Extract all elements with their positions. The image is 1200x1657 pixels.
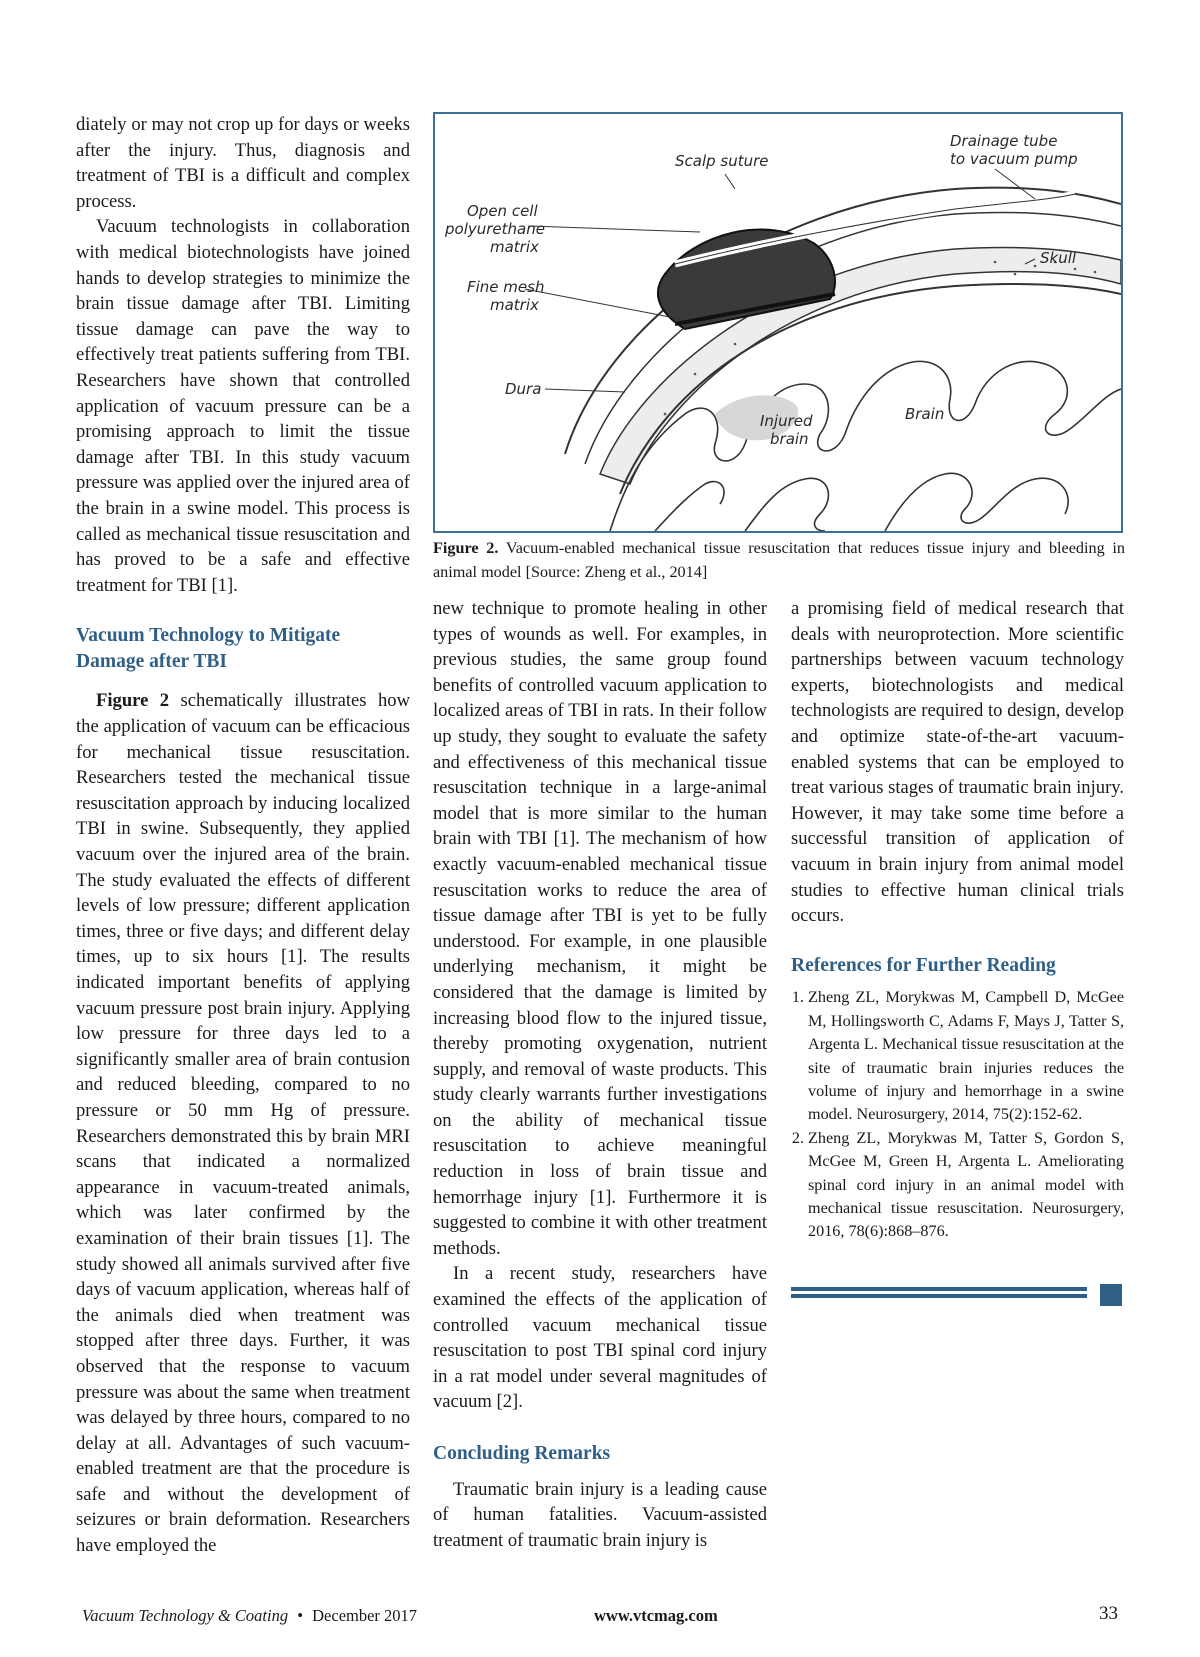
references-list [791, 986, 1124, 1243]
label-skull: Skull [1040, 249, 1077, 267]
footer-journal [82, 1606, 417, 1626]
reference-item: 2. Zheng ZL, Morykwas M, Tatter S, Gordon S, McGee M, Green H, Argenta L. Ameliorating spinal cord injury in an animal model with mechanical tissue resuscitation. Neurosurgery, 2016, 78(6):868–876. [808, 1127, 1124, 1244]
section-heading-concluding-remarks: Concluding Remarks [433, 1443, 611, 1464]
label-injured: Injured [760, 412, 813, 430]
section-heading-vacuum-technology: Vacuum Technology to Mitigate Damage after TBI [76, 625, 341, 672]
label-matrix: matrix [490, 238, 539, 256]
label-fine-mesh: Fine mesh [467, 278, 545, 296]
label-injured-brain: brain [770, 430, 809, 448]
figure-caption-label: Figure 2. [433, 539, 499, 557]
footer-bullet: • [297, 1606, 303, 1625]
end-of-article-rule [791, 1287, 1087, 1299]
end-of-article-mark [1100, 1284, 1122, 1306]
figure-discussion-text: schematically illustrates how the application of vacuum can be efficacious for mechanical tissue resuscitation. Researchers tested the mechanical tissue resuscitation approach by inducing localized TBI in swine. Subsequently, they applied vacuum over the injured area of the brain. The study evaluated the effects of different levels of low pressure; different application times, three or five days; and different delay times, up to six hours [1]. The results indicated important benefits of applying vacuum pressure post brain injury. Applying low pressure for three days led to a significantly smaller area of brain contusion and reduced bleeding, compared to no pressure or 50 mm Hg of pressure. Researchers demonstrated this by brain MRI scans that indicated a normalized appearance in vacuum-treated animals, which was later confirmed by the examination of their brain tissues [1]. The study showed all animals survived after five days of vacuum application, whereas half of the animals died when treatment was stopped after three days. Further, it was observed that the response to vacuum pressure was about the same when treatment was delayed by three hours, compared to no delay at all. Advantages of such vacuum-enabled treatment are that the procedure is safe and without the development of seizures or brain deformation. Researchers have employed the [76, 690, 411, 1557]
neuroprotection-paragraph: a promising field of medical research that deals with neuroprotection. More scientific partnerships between vacuum technology experts, biotechnologists and medical technologists are required to design, develop and optimize state-of-the-art vacuum-enabled systems that can be employed to treat various stages of traumatic brain injury. However, it may take some time before a successful transition of application of vacuum in brain injury from animal model studies to effective human clinical trials occurs. [791, 598, 1124, 927]
figure-2 [433, 112, 1123, 533]
reference-item: 1. Zheng ZL, Morykwas M, Campbell D, McGee M, Hollingsworth C, Adams F, Mays J, Tatter S, Argenta L. Mechanical tissue resuscitation at the site of traumatic brain injuries reduces the volume of injury and hemorrhage in a swine model. Neurosurgery, 2014, 75(2):152-62. [808, 986, 1124, 1126]
label-open-cell: Open cell [467, 202, 538, 220]
figure-caption [433, 536, 1125, 584]
figure-caption-text: Vacuum-enabled mechanical tissue resuscitation that reduces tissue injury and bleeding in animal model [Source: Zheng et al., 2014] [433, 539, 1126, 581]
references-heading: References for Further Reading [791, 954, 1056, 976]
page-number: 33 [1099, 1603, 1118, 1624]
label-polyurethane: polyurethane [445, 220, 545, 238]
brain-vacuum-diagram [435, 114, 1121, 531]
footer-journal-name: Vacuum Technology & Coating [82, 1606, 289, 1625]
vacuum-paragraph: Vacuum technologists in collaboration with medical biotechnologists have joined hands to develop strategies to minimize the brain tissue damage after TBI. Limiting tissue damage can pave the way to effectively treat patients suffering from TBI. Researchers have shown that controlled application of vacuum pressure can be a promising approach to limit the tissue damage after TBI. In this study vacuum pressure was applied over the injured area of the brain in a swine model. This process is called as mechanical tissue resuscitation and has proved to be a safe and effective treatment for TBI [1]. [76, 216, 410, 596]
column-2 [433, 596, 767, 1553]
technique-paragraph: new technique to promote healing in other types of wounds as well. For examples, in previous studies, the same group found benefits of controlled vacuum application to localized areas of TBI in rats. In their follow up study, they sought to evaluate the safety and effectiveness of this mechanical tissue resuscitation technique in a large-animal model that is more similar to the human brain with TBI [1]. The mechanism of how exactly vacuum-enabled mechanical tissue resuscitation works to reduce the area of tissue damage after TBI is yet to be fully understood. For example, in one plausible underlying mechanism, it might be considered that the damage is limited by increasing blood flow to the injured tissue, thereby promoting oxygenation, nutrient supply, and removal of waste products. This study clearly warrants further investigations on the ability of mechanical tissue resuscitation to achieve meaningful reduction in loss of brain tissue and hemorrhage injury [1]. Furthermore it is suggested to combine it with other treatment methods. [433, 598, 767, 1259]
figure-discussion-paragraph [76, 688, 410, 1558]
label-drainage-tube: Drainage tube [950, 132, 1058, 150]
label-scalp-suture: Scalp suture [675, 152, 769, 170]
intro-paragraph: diately or may not crop up for days or weeks after the injury. Thus, diagnosis and treatment of TBI is a difficult and complex process. [76, 114, 410, 212]
label-dura: Dura [505, 380, 542, 398]
figure-reference: Figure 2 [96, 690, 170, 712]
label-drainage-tube-line-2: to vacuum pump [950, 150, 1078, 168]
footer-website[interactable]: www.vtcmag.com [594, 1606, 718, 1625]
footer-date: December 2017 [312, 1606, 418, 1625]
column-3 [791, 596, 1124, 1244]
conclusion-paragraph: Traumatic brain injury is a leading cause of human fatalities. Vacuum-assisted treatment of traumatic brain injury is [433, 1478, 767, 1551]
recent-study-paragraph: In a recent study, researchers have examined the effects of the application of controlled vacuum mechanical tissue resuscitation to post TBI spinal cord injury in a rat model under several magnitudes of vacuum [2]. [433, 1263, 767, 1413]
label-brain: Brain [905, 405, 945, 423]
label-fine-mesh-matrix: matrix [490, 296, 539, 314]
column-1 [76, 112, 410, 1559]
